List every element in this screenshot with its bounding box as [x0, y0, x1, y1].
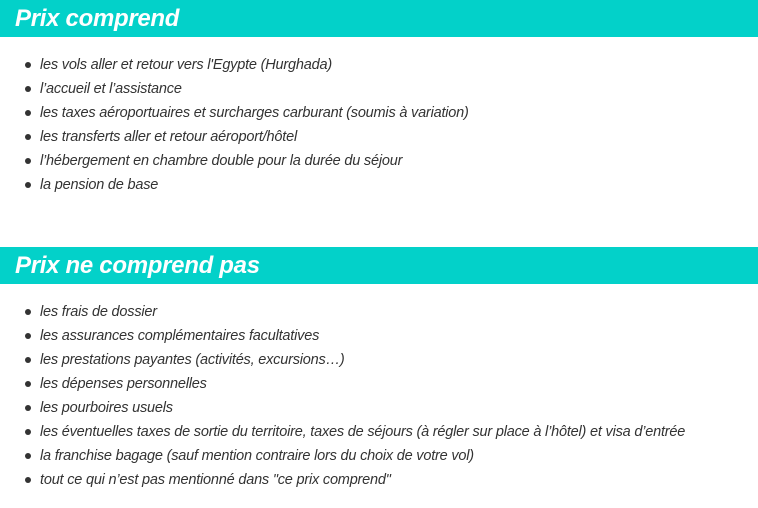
list-item-text: l’hébergement en chambre double pour la durée du séjour — [40, 153, 403, 169]
list-item — [0, 53, 469, 77]
list-item-text: les vols aller et retour vers l'Egypte (Hurghada) — [40, 57, 332, 73]
bullet-icon — [25, 357, 31, 363]
excluded-list — [0, 300, 685, 492]
list-item — [0, 468, 685, 492]
section-title-excluded: Prix ne comprend pas — [15, 252, 260, 279]
list-item — [0, 173, 469, 197]
list-item-text: les transferts aller et retour aéroport/hôtel — [40, 129, 297, 145]
list-item-text: les pourboires usuels — [40, 400, 173, 416]
bullet-icon — [25, 110, 31, 116]
bullet-icon — [25, 62, 31, 68]
bullet-icon — [25, 477, 31, 483]
bullet-icon — [25, 182, 31, 188]
list-item — [0, 372, 685, 396]
list-item-text: les éventuelles taxes de sortie du territoire, taxes de séjours (à régler sur place à l’hôtel) et visa d’entrée — [40, 424, 686, 440]
list-item — [0, 444, 685, 468]
list-item-text: la pension de base — [40, 177, 159, 193]
list-item — [0, 420, 685, 444]
bullet-icon — [25, 333, 31, 339]
list-item — [0, 149, 469, 173]
bullet-icon — [25, 134, 31, 140]
list-item-text: les taxes aéroportuaires et surcharges carburant (soumis à variation) — [40, 105, 469, 121]
bullet-icon — [25, 453, 31, 459]
list-item — [0, 101, 469, 125]
list-item-text: les prestations payantes (activités, excursions…) — [40, 352, 345, 368]
list-item — [0, 125, 469, 149]
list-item-text: l’accueil et l’assistance — [40, 81, 182, 97]
section-header-included — [0, 0, 758, 37]
list-item — [0, 300, 685, 324]
bullet-icon — [25, 309, 31, 315]
bullet-icon — [25, 405, 31, 411]
list-item-text: les frais de dossier — [40, 304, 157, 320]
list-item — [0, 348, 685, 372]
bullet-icon — [25, 86, 31, 92]
list-item-text: tout ce qui n’est pas mentionné dans "ce prix comprend" — [40, 472, 391, 488]
list-item — [0, 324, 685, 348]
included-list — [0, 53, 469, 197]
list-item — [0, 77, 469, 101]
bullet-icon — [25, 429, 31, 435]
list-item-text: les assurances complémentaires facultatives — [40, 328, 320, 344]
section-header-excluded — [0, 247, 758, 284]
section-title-included: Prix comprend — [15, 5, 180, 32]
bullet-icon — [25, 158, 31, 164]
bullet-icon — [25, 381, 31, 387]
list-item-text: les dépenses personnelles — [40, 376, 207, 392]
list-item-text: la franchise bagage (sauf mention contraire lors du choix de votre vol) — [40, 448, 474, 464]
list-item — [0, 396, 685, 420]
